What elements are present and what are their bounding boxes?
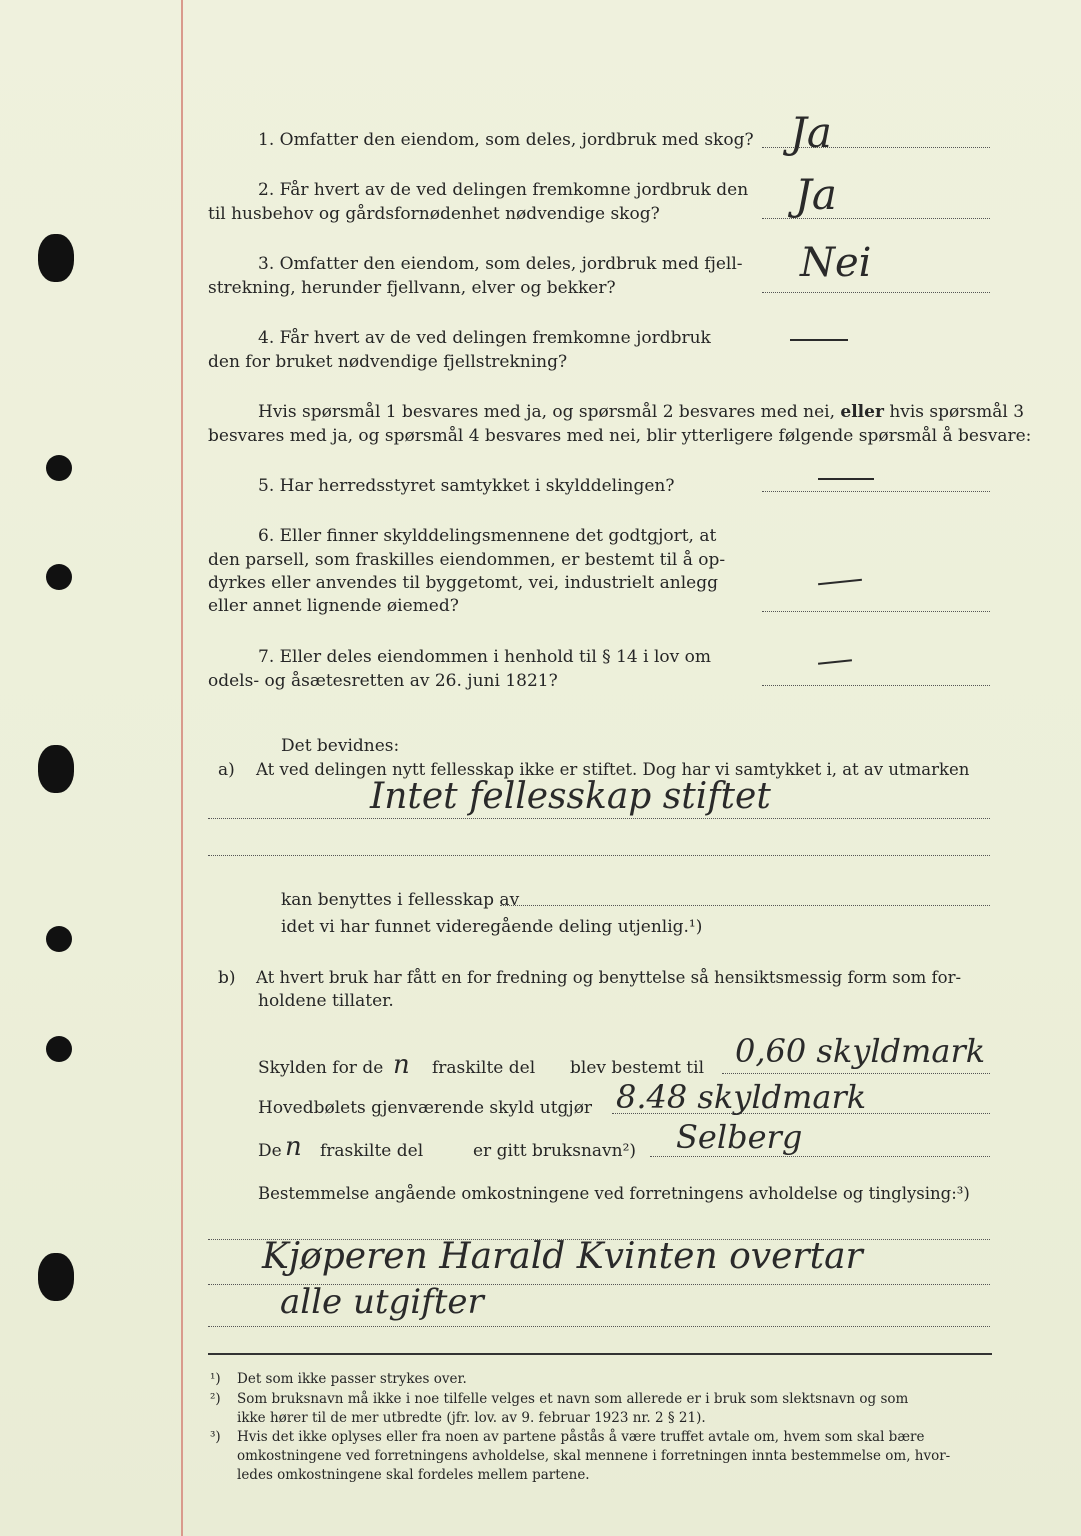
- handwritten-no-shared-ownership: Intet fellesskap stiftet: [370, 776, 771, 817]
- skyld-label-determined: blev bestemt til: [570, 1058, 705, 1078]
- question-3-line2: strekning, herunder fjellvann, elver og bekker?: [208, 278, 616, 298]
- certification-b-label: b): [218, 968, 236, 988]
- answer-line: [762, 685, 990, 686]
- bruksnavn-given: er gitt bruksnavn²): [473, 1141, 637, 1161]
- conditional-line1: [258, 400, 1024, 424]
- footnote-3-line2: omkostningene ved forretningens avholdelse, skal mennene i forretningen innta bestemmelse om, hvor-: [237, 1448, 951, 1464]
- punch-hole: [38, 745, 74, 793]
- fill-line: [722, 1073, 990, 1074]
- certification-a-text: At ved delingen nytt fellesskap ikke er stiftet. Dog har vi samtykket i, at av utmarken: [256, 760, 970, 779]
- question-1: [258, 128, 754, 152]
- question-7-line1: 7. Eller deles eiendommen i henhold til § 14 i lov om: [258, 647, 711, 667]
- fill-line: [208, 1326, 990, 1327]
- bruksnavn-label: De: [258, 1141, 282, 1161]
- question-4-line2: den for bruket nødvendige fjellstrekning?: [208, 352, 568, 372]
- footnote-divider: [208, 1353, 992, 1355]
- certification-b-line1: At hvert bruk har fått en for fredning og benyttelse så hensiktsmessig form som for-: [256, 968, 962, 987]
- skyld-value: 0,60 skyldmark: [735, 1032, 986, 1070]
- footnote-3-line1: Hvis det ikke oplyses eller fra noen av partene påstås å være truffet avtale om, hvem som skal bære: [237, 1429, 925, 1445]
- question-7-line2: odels- og åsætesretten av 26. juni 1821?: [208, 671, 558, 691]
- bruksnavn-part: fraskilte del: [320, 1141, 424, 1161]
- question-5: 5. Har herredsstyret samtykket i skylddelingen?: [258, 476, 675, 496]
- conditional-emphasis: eller: [840, 402, 884, 422]
- conditional-text-a: Hvis spørsmål 1 besvares med ja, og spørsmål 2 besvares med nei,: [258, 402, 835, 422]
- footnote-3-line3: ledes omkostningene skal fordeles mellem partene.: [237, 1467, 590, 1483]
- question-3-line1: 3. Omfatter den eiendom, som deles, jordbruk med fjell-: [258, 254, 743, 274]
- shared-use-label: kan benyttes i fellesskap av: [281, 890, 520, 910]
- question-4-line1: 4. Får hvert av de ved delingen fremkomne jordbruk: [258, 328, 711, 348]
- footnote-2-line2: ikke hører til de mer utbredte (jfr. lov. av 9. februar 1923 nr. 2 § 21).: [237, 1410, 706, 1426]
- answer-line: [762, 292, 990, 293]
- footnote-1-mark: ¹): [210, 1371, 221, 1387]
- answer-3: Nei: [800, 240, 872, 286]
- question-6-line3: dyrkes eller anvendes til byggetomt, vei, industrielt anlegg: [208, 573, 718, 593]
- question-1-number: 1.: [258, 130, 275, 150]
- question-6-line1: 6. Eller finner skylddelingsmennene det godtgjort, at: [258, 526, 717, 546]
- answer-7-dash: [818, 659, 852, 665]
- answer-6-dash: [818, 579, 862, 586]
- certification-b-line2: holdene tillater.: [258, 991, 394, 1011]
- footnote-3-mark: ³): [210, 1429, 221, 1445]
- fill-line: [208, 855, 990, 856]
- question-6-line2: den parsell, som fraskilles eiendommen, er bestemt til å op-: [208, 550, 726, 570]
- question-2-line1: 2. Får hvert av de ved delingen fremkomne jordbruk den: [258, 180, 749, 200]
- answer-line: [762, 611, 990, 612]
- question-1-text: Omfatter den eiendom, som deles, jordbruk med skog?: [279, 130, 754, 150]
- fill-line: [208, 818, 990, 819]
- footnote-1: Det som ikke passer strykes over.: [237, 1371, 467, 1387]
- punch-hole: [38, 234, 74, 282]
- answer-2: Ja: [795, 170, 837, 219]
- answer-4-dash: [790, 339, 848, 341]
- punch-hole: [38, 1253, 74, 1301]
- conditional-text-c: hvis spørsmål 3: [889, 402, 1025, 422]
- margin-line: [181, 0, 183, 1536]
- conditional-line2: besvares med ja, og spørsmål 4 besvares med nei, blir ytterligere følgende spørsmål å besvare:: [208, 426, 1032, 446]
- answer-line: [762, 491, 990, 492]
- certification-a-label: a): [218, 760, 235, 780]
- answer-5-dash: [818, 478, 874, 480]
- footnote-2-line1: Som bruksnavn må ikke i noe tilfelle velges et navn som allerede er i bruk som slektsnavn og som: [237, 1391, 909, 1407]
- hovedbol-label: Hovedbølets gjenværende skyld utgjør: [258, 1098, 593, 1118]
- punch-hole: [46, 455, 72, 481]
- punch-hole: [46, 1036, 72, 1062]
- punch-hole: [46, 926, 72, 952]
- costs-handwritten-line2: alle utgifter: [280, 1282, 484, 1322]
- punch-hole: [46, 564, 72, 590]
- handwritten-n: n: [285, 1132, 302, 1162]
- skyld-label-part: fraskilte del: [432, 1058, 536, 1078]
- fill-line: [650, 1156, 990, 1157]
- bruksnavn-value: Selberg: [676, 1118, 803, 1156]
- answer-1: Ja: [790, 108, 832, 157]
- hovedbol-value: 8.48 skyldmark: [616, 1078, 867, 1116]
- costs-handwritten-line1: Kjøperen Harald Kvinten overtar: [262, 1236, 863, 1277]
- question-6-line4: eller annet lignende øiemed?: [208, 596, 459, 616]
- question-2-line2: til husbehov og gårdsfornødenhet nødvendige skog?: [208, 204, 660, 224]
- division-found-text: idet vi har funnet videregående deling utjenlig.¹): [281, 917, 703, 937]
- certification-heading: Det bevidnes:: [281, 736, 400, 756]
- fill-line: [500, 905, 990, 906]
- costs-label: Bestemmelse angående omkostningene ved forretningens avholdelse og tinglysing:³): [258, 1184, 970, 1203]
- handwritten-n: n: [393, 1050, 410, 1080]
- skyld-label: Skylden for de: [258, 1058, 384, 1078]
- footnote-2-mark: ²): [210, 1391, 221, 1407]
